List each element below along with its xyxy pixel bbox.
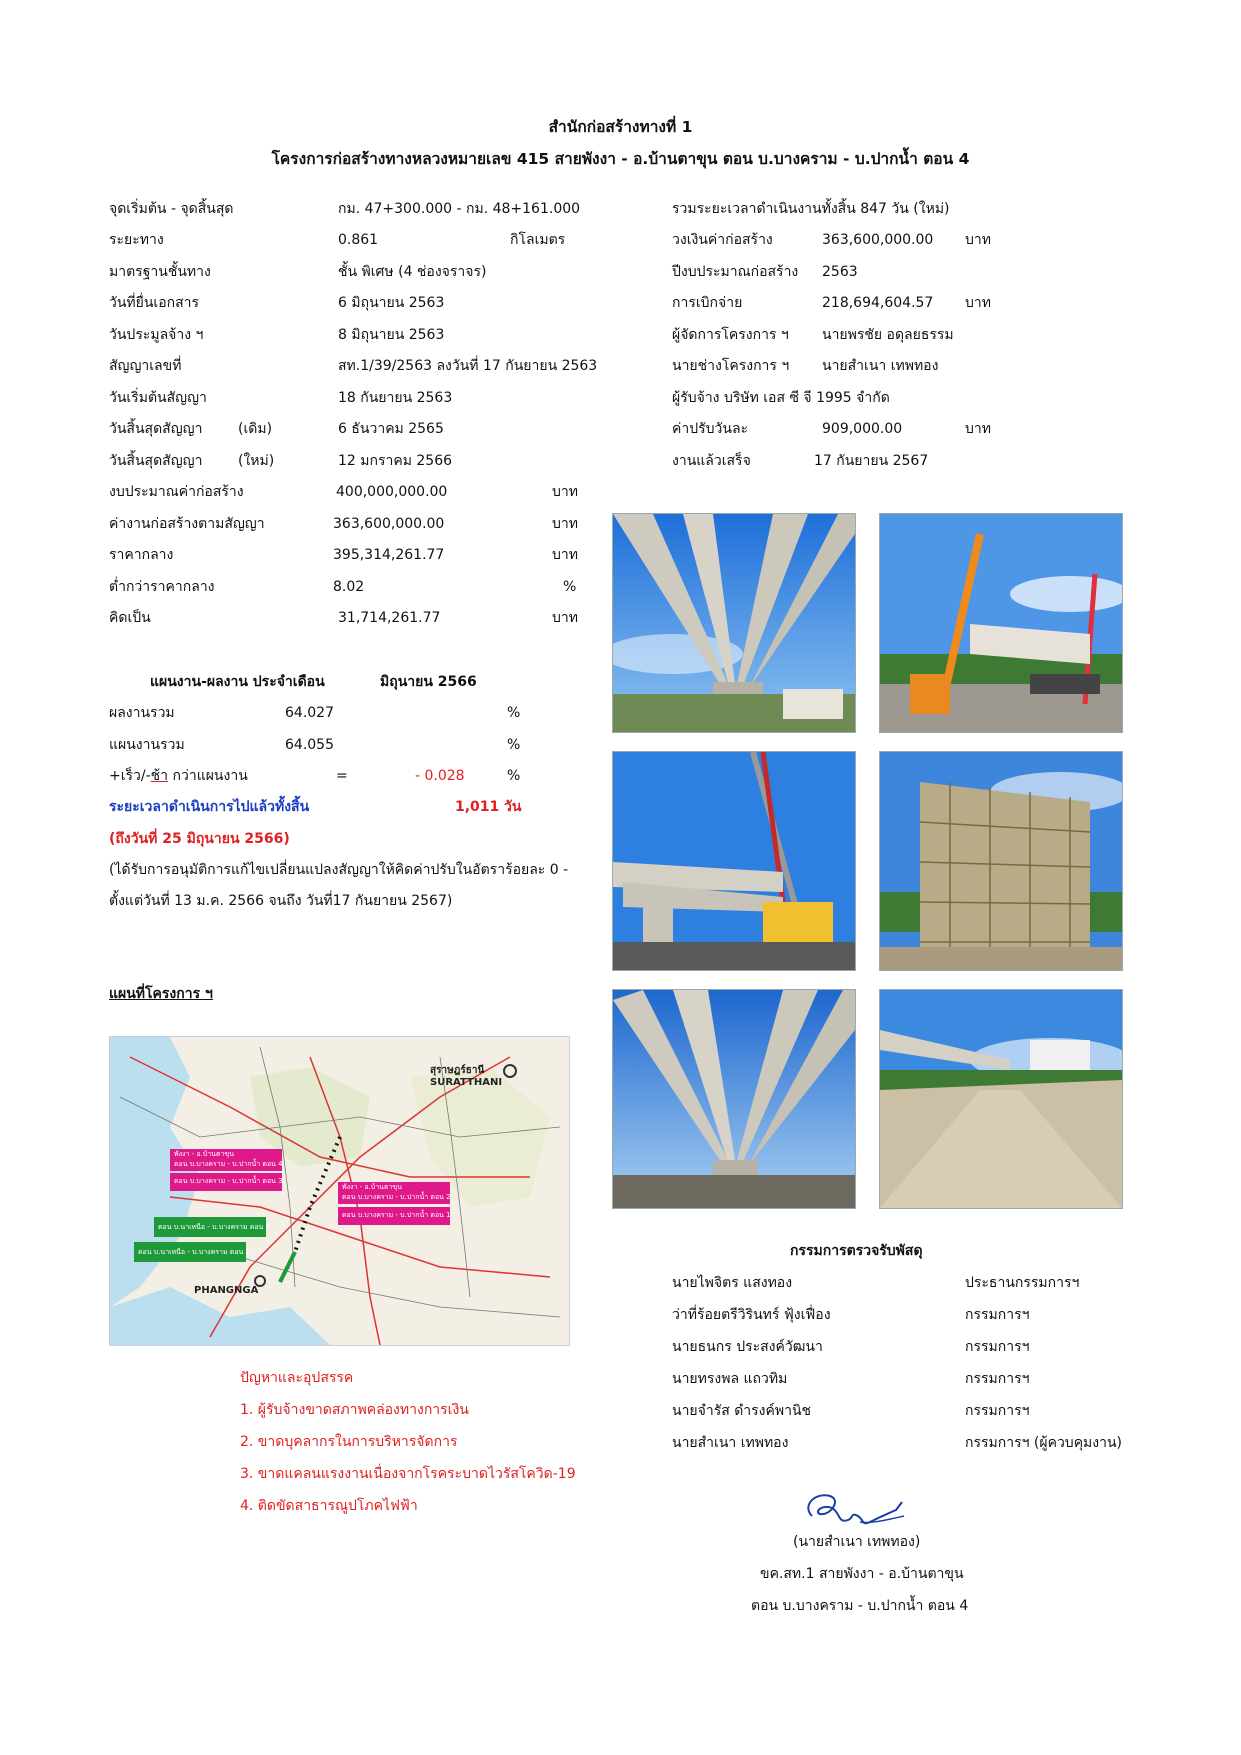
info-label: รวมระยะเวลาดำเนินงานทั้งสิ้น 847 วัน (ใหม่) [672, 201, 950, 217]
actual-value: 64.027 [285, 705, 334, 721]
signatory-name: (นายสำเนา เทพทอง) [793, 1534, 921, 1550]
info-unit: บาท [965, 232, 991, 248]
plan-value: 64.055 [285, 737, 334, 753]
diff-label-tail: กว่าแผนงาน [168, 768, 248, 784]
member-role: ประธานกรรมการฯ [965, 1275, 1080, 1291]
info-value: 6 มิถุนายน 2563 [338, 295, 445, 311]
info-value: 12 มกราคม 2566 [338, 453, 453, 469]
info-value: 363,600,000.00 [333, 516, 445, 532]
info-label: ผู้รับจ้าง บริษัท เอส ซี จี 1995 จำกัด [672, 390, 890, 406]
info-label: จุดเริ่มต้น - จุดสิ้นสุด [109, 201, 234, 217]
info-label: วงเงินค่าก่อสร้าง [672, 232, 773, 248]
info-label: วันสิ้นสุดสัญญา [109, 453, 203, 469]
diff-label [109, 767, 248, 785]
info-label: วันสิ้นสุดสัญญา [109, 421, 203, 437]
info-label: นายช่างโครงการ ฯ [672, 358, 790, 374]
member-role: กรรมการฯ [965, 1403, 1030, 1419]
info-label: วันเริ่มต้นสัญญา [109, 390, 207, 406]
problem-item: 1. ผู้รับจ้างขาดสภาพคล่องทางการเงิน [240, 1402, 469, 1418]
info-label: ค่าปรับวันละ [672, 421, 749, 437]
info-label: ปีงบประมาณก่อสร้าง [672, 264, 799, 280]
info-value: 18 กันยายน 2563 [338, 390, 453, 406]
progress-heading: แผนงาน-ผลงาน ประจำเดือน [150, 674, 325, 690]
diff-label-fast: +เร็ว/- [109, 768, 151, 784]
construction-photo [879, 513, 1123, 733]
info-label: การเบิกจ่าย [672, 295, 743, 311]
as-of-date: (ถึงวันที่ 25 มิถุนายน 2566) [109, 831, 290, 847]
plan-percent: % [507, 737, 521, 753]
member-role: กรรมการฯ [965, 1339, 1030, 1355]
info-unit: บาท [965, 295, 991, 311]
construction-photo [612, 989, 856, 1209]
member-name: นายธนกร ประสงค์วัฒนา [672, 1339, 823, 1355]
map-city-top-th: สุราษฎร์ธานี [430, 1065, 485, 1076]
map-label-title: พังงา - อ.บ้านตาขุน [342, 1183, 402, 1191]
construction-photo [612, 751, 856, 971]
signatory-position: ขค.สท.1 สายพังงา - อ.บ้านตาขุน [760, 1566, 964, 1582]
info-value: 8 มิถุนายน 2563 [338, 327, 445, 343]
progress-month: มิถุนายน 2566 [380, 674, 477, 690]
signatory-section: ตอน บ.บางคราม - บ.ปากน้ำ ตอน 4 [751, 1598, 969, 1614]
info-label: งบประมาณค่าก่อสร้าง [109, 484, 244, 500]
member-name: นายสำเนา เทพทอง [672, 1435, 789, 1451]
problem-item: 4. ติดขัดสาธารณูปโภคไฟฟ้า [240, 1498, 418, 1514]
diff-value: - 0.028 [415, 768, 465, 784]
member-name: นายจำรัส ดำรงค์พานิช [672, 1403, 812, 1419]
signature-mark [800, 1486, 910, 1534]
info-unit: % [563, 579, 577, 595]
map-label-section: ตอน บ.บางคราม - บ.ปากน้ำ ตอน 3 [174, 1177, 283, 1185]
committee-heading: กรรมการตรวจรับพัสดุ [790, 1243, 923, 1259]
office-title: สำนักก่อสร้างทางที่ 1 [548, 118, 693, 136]
info-label: งานแล้วเสร็จ [672, 453, 751, 469]
info-value: สท.1/39/2563 ลงวันที่ 17 กันยายน 2563 [338, 358, 598, 374]
info-label: มาตรฐานชั้นทาง [109, 264, 211, 280]
construction-photo [879, 989, 1123, 1209]
info-unit: บาท [552, 484, 578, 500]
construction-photo [612, 513, 856, 733]
info-value: 17 กันยายน 2567 [814, 453, 929, 469]
info-unit: กิโลเมตร [510, 232, 566, 248]
approval-note-line1: (ได้รับการอนุมัติการแก้ไขเปลี่ยนแปลงสัญญาให้คิดค่าปรับในอัตราร้อยละ 0 - [109, 862, 569, 878]
diff-equals: = [336, 768, 348, 784]
map-label-section: ตอน บ.บางคราม - บ.ปากน้ำ ตอน 2 [342, 1193, 451, 1201]
info-label: วันที่ยื่นเอกสาร [109, 295, 200, 311]
map-label-section: ตอน บ.บางคราม - บ.ปากน้ำ ตอน 1 [342, 1211, 451, 1219]
info-unit: บาท [552, 547, 578, 563]
info-unit: บาท [965, 421, 991, 437]
info-value: 400,000,000.00 [336, 484, 448, 500]
info-label: ผู้จัดการโครงการ ฯ [672, 327, 789, 343]
actual-label: ผลงานรวม [109, 705, 175, 721]
info-value: นายสำเนา เทพทอง [822, 358, 939, 374]
info-unit: บาท [552, 610, 578, 626]
construction-photo [879, 751, 1123, 971]
map-label-section: ตอน บ.นาเหนือ - บ.บางคราม ตอน 2 [158, 1223, 271, 1231]
info-value: 909,000.00 [822, 421, 903, 437]
info-value: 2563 [822, 264, 858, 280]
diff-percent: % [507, 768, 521, 784]
info-value: ชั้น พิเศษ (4 ช่องจราจร) [338, 264, 487, 280]
info-label: ต่ำกว่าราคากลาง [109, 579, 215, 595]
info-value: 395,314,261.77 [333, 547, 445, 563]
info-label: ค่างานก่อสร้างตามสัญญา [109, 516, 265, 532]
info-label: สัญญาเลขที่ [109, 358, 182, 374]
info-unit: บาท [552, 516, 578, 532]
map-label-title: พังงา - อ.บ้านตาขุน [174, 1150, 234, 1158]
map-city-bottom: PHANGNGA [194, 1285, 259, 1296]
problem-item: 3. ขาดแคลนแรงงานเนื่องจากโรคระบาดไวรัสโควิด-19 [240, 1466, 576, 1482]
map-heading: แผนที่โครงการ ฯ [109, 986, 213, 1002]
elapsed-unit: วัน [504, 799, 522, 815]
elapsed-label: ระยะเวลาดำเนินการไปแล้วทั้งสิ้น [109, 799, 310, 815]
info-value: 0.861 [338, 232, 379, 248]
member-role: กรรมการฯ (ผู้ควบคุมงาน) [965, 1435, 1123, 1451]
member-name: ว่าที่ร้อยตรีวิรินทร์ ฟุ้งเฟื่อง [672, 1307, 831, 1323]
info-label: ราคากลาง [109, 547, 174, 563]
info-value: 8.02 [333, 579, 365, 595]
info-value: 363,600,000.00 [822, 232, 934, 248]
info-value: 6 ธันวาคม 2565 [338, 421, 444, 437]
project-title: โครงการก่อสร้างทางหลวงหมายเลข 415 สายพังงา - อ.บ้านตาขุน ตอน บ.บางคราม - บ.ปากน้ำ ตอน 4 [271, 150, 970, 168]
map-label-section: ตอน บ.นาเหนือ - บ.บางคราม ตอน 1 [138, 1248, 251, 1256]
info-sublabel: (เดิม) [238, 421, 273, 437]
project-map [109, 1036, 570, 1346]
member-name: นายทรงพล แถวทิม [672, 1371, 788, 1387]
map-label-section: ตอน บ.บางคราม - บ.ปากน้ำ ตอน 4 [174, 1160, 283, 1168]
info-value: 218,694,604.57 [822, 295, 934, 311]
plan-label: แผนงานรวม [109, 737, 185, 753]
info-sublabel: (ใหม่) [238, 453, 275, 469]
info-value: นายพรชัย อดุลยธรรม [822, 327, 954, 343]
map-city-top-en: SURATTHANI [430, 1077, 503, 1088]
problem-item: 2. ขาดบุคลากรในการบริหารจัดการ [240, 1434, 458, 1450]
info-value: กม. 47+300.000 - กม. 48+161.000 [338, 201, 581, 217]
info-value: 31,714,261.77 [338, 610, 441, 626]
member-role: กรรมการฯ [965, 1307, 1030, 1323]
problems-heading: ปัญหาและอุปสรรค [240, 1370, 354, 1386]
approval-note-line2: ตั้งแต่วันที่ 13 ม.ค. 2566 จนถึง วันที่17 กันยายน 2567) [109, 893, 453, 909]
elapsed-value: 1,011 [455, 799, 500, 815]
info-label: วันประมูลจ้าง ฯ [109, 327, 204, 343]
info-label: คิดเป็น [109, 610, 151, 626]
actual-percent: % [507, 705, 521, 721]
member-name: นายไพจิตร แสงทอง [672, 1275, 793, 1291]
member-role: กรรมการฯ [965, 1371, 1030, 1387]
info-label: ระยะทาง [109, 232, 164, 248]
diff-label-slow: ช้า [150, 768, 169, 784]
